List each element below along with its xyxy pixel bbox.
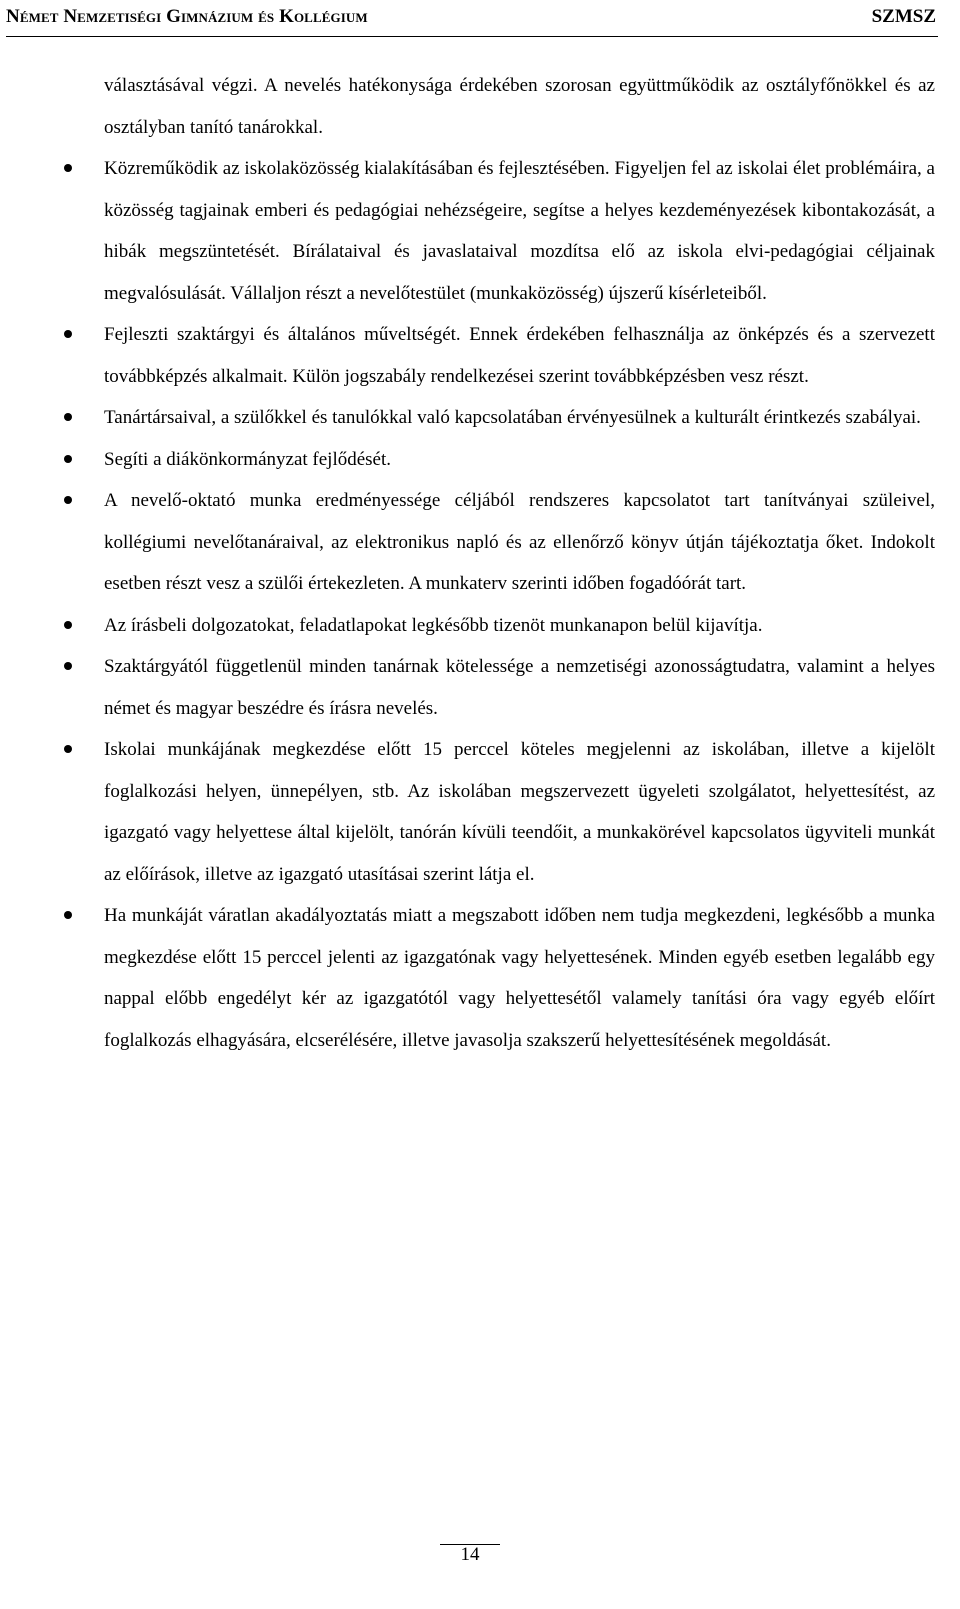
bullet-icon <box>64 745 72 753</box>
bullet-icon <box>64 911 72 919</box>
bullet-icon <box>64 621 72 629</box>
list-item-text: Szaktárgyától függetlenül minden tanárnak kötelessége a nemzetiségi azonosságtudatra, valamint a helyes német és magyar beszédre és írásra nevelés. <box>104 656 935 719</box>
list-item <box>104 314 935 397</box>
list-item <box>104 729 935 895</box>
list-item <box>104 646 935 729</box>
list-item <box>104 397 935 439</box>
duties-list <box>104 148 935 1061</box>
intro-paragraph: választásával végzi. A nevelés hatékonysága érdekében szorosan együttműködik az osztályfőnökkel és az osztályban tanító tanárokkal. <box>104 75 935 138</box>
list-item-text: A nevelő-oktató munka eredményessége céljából rendszeres kapcsolatot tart tanítványai szüleivel, kollégiumi nevelőtanáraival, az elektronikus napló és az ellenőrző könyv útján tájékoztatja őket. Indokolt esetben részt vesz a szülői értekezleten. A munkaterv szerinti időben fogadóórát tart. <box>104 490 935 594</box>
bullet-icon <box>64 496 72 504</box>
bullet-icon <box>64 413 72 421</box>
page-header <box>0 0 960 42</box>
list-item-text: Fejleszti szaktárgyi és általános műveltségét. Ennek érdekében felhasználja az önképzés és a szervezett továbbképzés alkalmait. Külön jogszabály rendelkezései szerint továbbképzésben vesz részt. <box>104 324 935 387</box>
bullet-icon <box>64 662 72 670</box>
list-item <box>104 480 935 605</box>
page-number: 14 <box>460 1544 480 1565</box>
list-item <box>104 605 935 647</box>
document-body <box>104 65 935 1061</box>
list-item-text: Iskolai munkájának megkezdése előtt 15 perccel köteles megjelenni az iskolában, illetve a kijelölt foglalkozási helyen, ünnepélyen, stb. Az iskolában megszervezett ügyeleti szolgálatot, helyettesítést, az igazgató vagy helyettese által kijelölt, tanórán kívüli teendőit, a munkakörével kapcsolatos ügyviteli munkát az előírások, illetve az igazgató utasításai szerint látja el. <box>104 739 935 885</box>
bullet-icon <box>64 164 72 172</box>
list-item-text: Közreműködik az iskolaközösség kialakításában és fejlesztésében. Figyeljen fel az iskolai élet problémáira, a közösség tagjainak emberi és pedagógiai nehézségeire, segítse a helyes kezdeményezések kibontakozását, a hibák megszüntetését. Bírálataival és javaslataival mozdítsa elő az iskola elvi-pedagógiai céljainak megvalósulását. Vállaljon részt a nevelőtestület (munkaközösség) újszerű kísérleteiből. <box>104 158 935 304</box>
bullet-icon <box>64 455 72 463</box>
bullet-icon <box>64 330 72 338</box>
list-item-text: Ha munkáját váratlan akadályoztatás miatt a megszabott időben nem tudja megkezdeni, legkésőbb a munka megkezdése előtt 15 perccel jelenti az igazgatónak vagy helyettesének. Minden egyéb esetben legalább egy nappal előbb engedélyt kér az igazgatótól vagy helyettesétől valamely tanítási óra vagy egyéb előírt foglalkozás elhagyására, elcserélésére, illetve javasolja szakszerű helyettesítésének megoldását. <box>104 905 935 1051</box>
header-rule <box>6 36 938 37</box>
list-item-text: Az írásbeli dolgozatokat, feladatlapokat legkésőbb tizenöt munkanapon belül kijavítja. <box>104 614 763 636</box>
list-item-text: Segíti a diákönkormányzat fejlődését. <box>104 448 392 470</box>
list-item <box>104 439 935 481</box>
list-item <box>104 148 935 314</box>
list-item-text: Tanártársaival, a szülőkkel és tanulókkal való kapcsolatában érvényesülnek a kulturált érintkezés szabályai. <box>104 407 921 428</box>
header-document-code: SZMSZ <box>871 6 936 27</box>
header-title: Német Nemzetiségi Gimnázium és Kollégium <box>6 6 368 27</box>
list-item <box>104 895 935 1061</box>
